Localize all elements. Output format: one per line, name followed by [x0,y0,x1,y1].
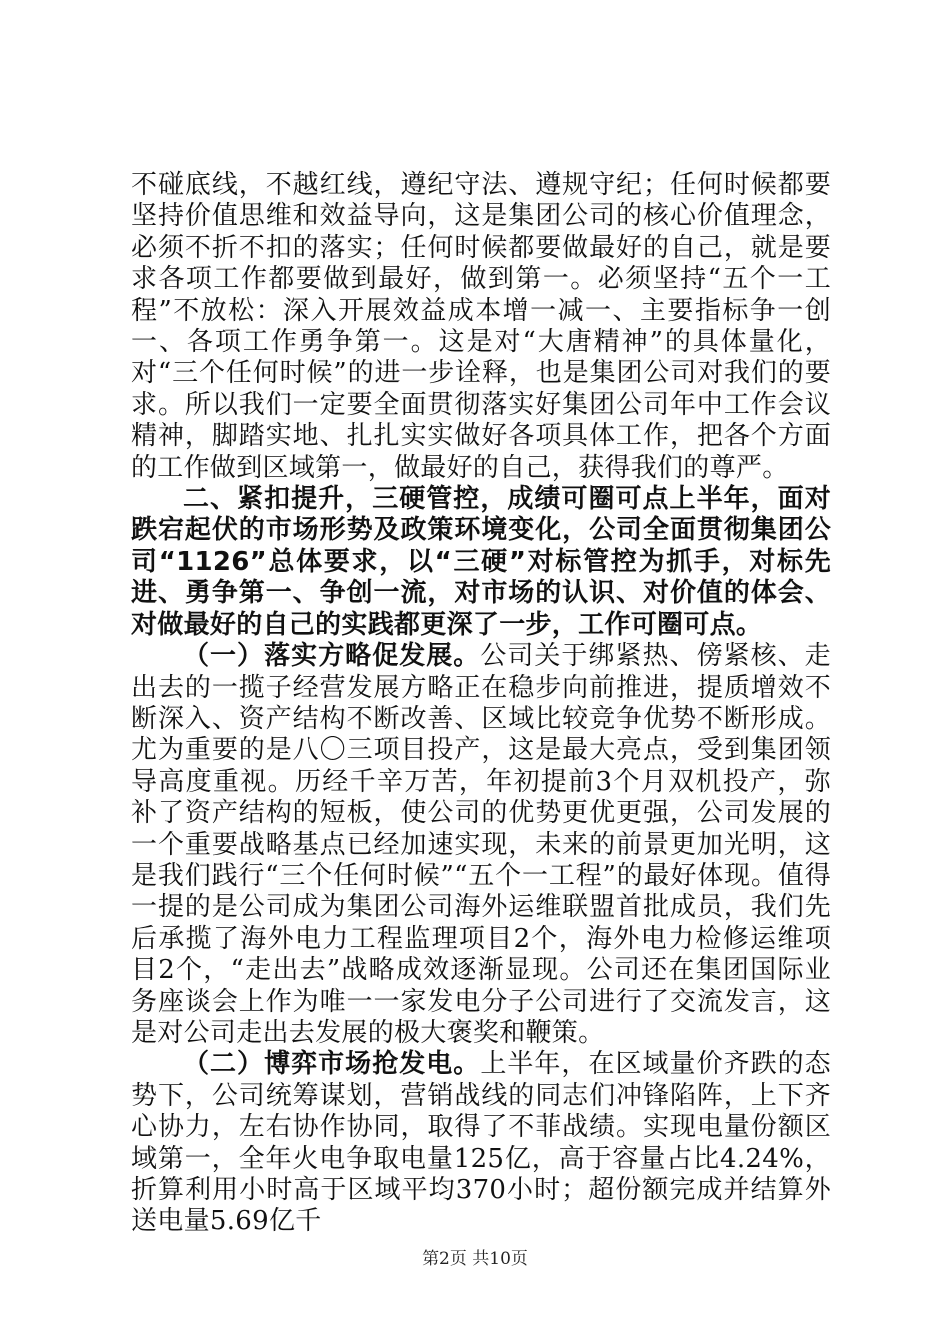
subsection-2-heading: （二）博弈市场抢发电。 [183,1049,481,1080]
paragraph-subsection-2 [131,1049,831,1237]
subsection-1-heading: （一）落实方略促发展。 [183,641,481,672]
paragraph-subsection-1 [131,641,831,1049]
paragraph-1-text: 不碰底线，不越红线，遵纪守法、遵规守纪；任何时候都要坚持价值思维和效益导向，这是集团公司的核心价值理念，必须不折不扣的落实；任何时候都要做最好的自己，就是要求各项工作都要做到最好，做到第一。必须坚持“五个一工程”不放松：深入开展效益成本增一减一、主要指标争一创一、各项工作勇争第一。这是对“大唐精神”的具体量化，对“三个任何时候”的进一步诠释，也是集团公司对我们的要求。所以我们一定要全面贯彻落实好集团公司年中工作会议精神，脚踏实地、扎扎实实做好各项具体工作，把各个方面的工作做到区域第一，做最好的自己，获得我们的尊严。 [131,170,831,483]
section-heading-paragraph [131,484,831,641]
document-body [131,170,831,1238]
paragraph-1 [131,170,831,484]
subsection-1-text: 公司关于绑紧热、傍紧核、走出去的一揽子经营发展方略正在稳步向前推进，提质增效不断深入、资产结构不断改善、区域比较竞争优势不断形成。尤为重要的是八〇三项目投产，这是最大亮点，受到集团领导高度重视。历经千辛万苦，年初提前3个月双机投产，弥补了资产结构的短板，使公司的优势更优更强，公司发展的一个重要战略基点已经加速实现，未来的前景更加光明，这是我们践行“三个任何时候”“五个一工程”的最好体现。值得一提的是公司成为集团公司海外运维联盟首批成员，我们先后承揽了海外电力工程监理项目2个，海外电力检修运维项目2个，“走出去”战略成效逐渐显现。公司还在集团国际业务座谈会上作为唯一一家发电分子公司进行了交流发言，这是对公司走出去发展的极大褒奖和鞭策。 [131,641,831,1048]
page-footer: 第2页 共10页 [422,1249,528,1269]
section-heading-text: 二、紧扣提升，三硬管控，成绩可圈可点上半年，面对跌宕起伏的市场形势及政策环境变化，公司全面贯彻集团公司“1126”总体要求，以“三硬”对标管控为抓手，对标先进、勇争第一、争创一流，对市场的认识、对价值的体会、对做最好的自己的实践都更深了一步，工作可圈可点。 [131,484,831,640]
subsection-2-text: 上半年，在区域量价齐跌的态势下，公司统筹谋划，营销战线的同志们冲锋陷阵，上下齐心协力，左右协作协同，取得了不菲战绩。实现电量份额区域第一，全年火电争取电量125亿，高于容量占比4.24%，折算利用小时高于区域平均370小时；超份额完成并结算外送电量5.69亿千 [131,1049,831,1237]
